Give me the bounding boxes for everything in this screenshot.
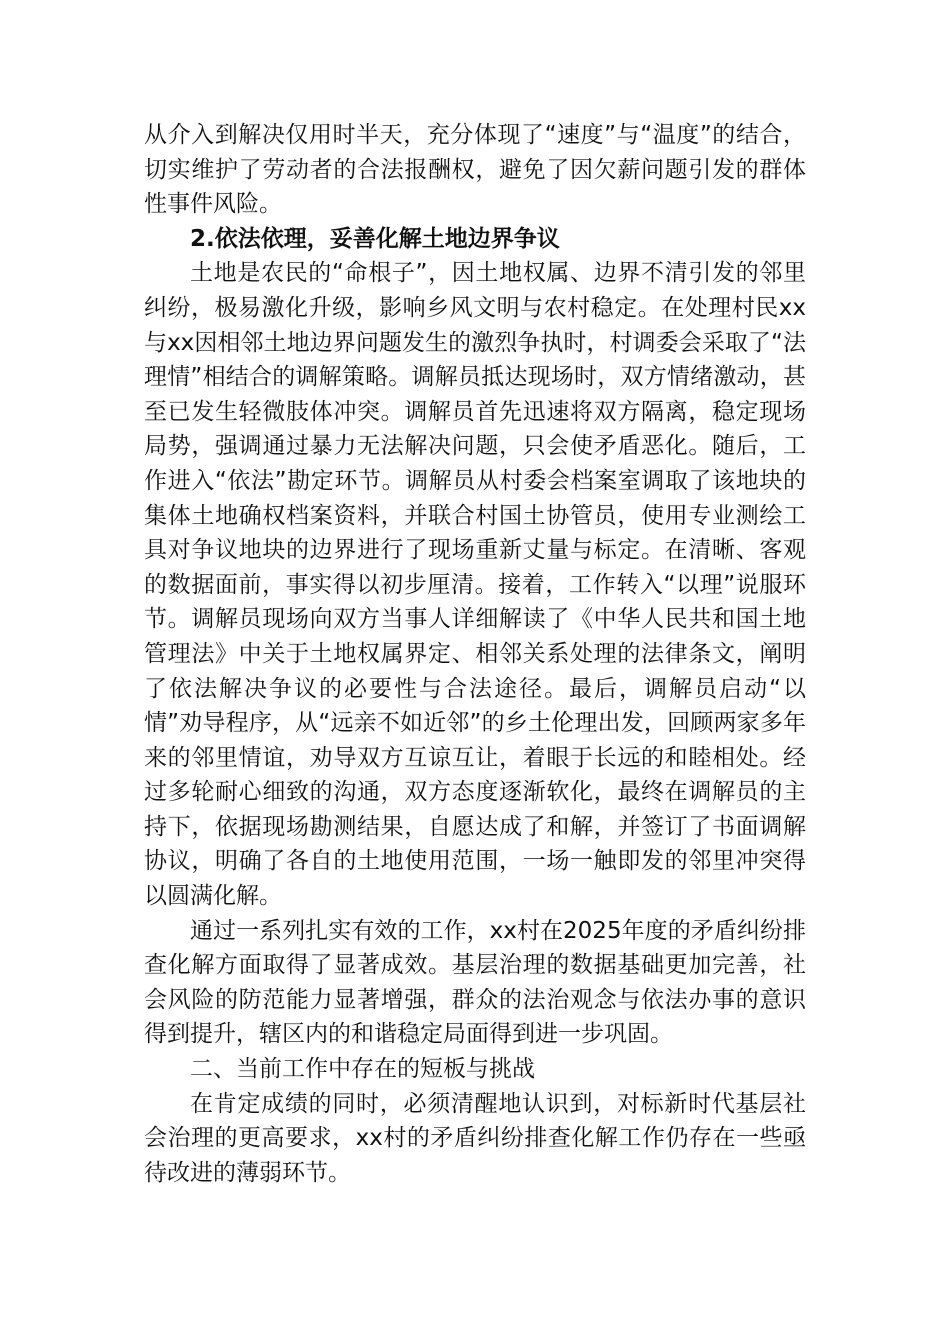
section-heading-land-dispute: 2.依法依理，妥善化解土地边界争议 <box>190 225 560 252</box>
section-heading-shortcomings: 二、当前工作中存在的短板与挑战 <box>190 1056 535 1083</box>
document-page <box>144 118 806 1190</box>
paragraph-continued: 从介入到解决仅用时半天，充分体现了“速度”与“温度”的结合，切实维护了劳动者的合法报酬权，避免了因欠薪问题引发的群体性事件风险。 <box>144 122 806 218</box>
paragraph-land-dispute: 土地是农民的“命根子”，因土地权属、边界不清引发的邻里纠纷，极易激化升级，影响乡风文明与农村稳定。在处理村民xx与xx因相邻土地边界问题发生的激烈争执时，村调委会采取了“法理情”相结合的调解策略。调解员抵达现场时，双方情绪激动，甚至已发生轻微肢体冲突。调解员首先迅速将双方隔离，稳定现场局势，强调通过暴力无法解决问题，只会使矛盾恶化。随后，工作进入“依法”勘定环节。调解员从村委会档案室调取了该地块的集体土地确权档案资料，并联合村国土协管员，使用专业测绘工具对争议地块的边界进行了现场重新丈量与标定。在清晰、客观的数据面前，事实得以初步厘清。接着，工作转入“以理”说服环节。调解员现场向双方当事人详细解读了《中华人民共和国土地管理法》中关于土地权属界定、相邻关系处理的法律条文，阐明了依法解决争议的必要性与合法途径。最后，调解员启动“以情”劝导程序，从“远亲不如近邻”的乡土伦理出发，回顾两家多年来的邻里情谊，劝导双方互谅互让，着眼于长远的和睦相处。经过多轮耐心细致的沟通，双方态度逐渐软化，最终在调解员的主持下，依据现场勘测结果，自愿达成了和解，并签订了书面调解协议，明确了各自的土地使用范围，一场一触即发的邻里冲突得以圆满化解。 <box>144 260 806 910</box>
paragraph-summary: 通过一系列扎实有效的工作，xx村在2025年度的矛盾纠纷排查化解方面取得了显著成效。基层治理的数据基础更加完善，社会风险的防范能力显著增强，群众的法治观念与依法办事的意识得到提升，辖区内的和谐稳定局面得到进一步巩固。 <box>144 917 806 1048</box>
paragraph-shortcomings-intro: 在肯定成绩的同时，必须清醒地认识到，对标新时代基层社会治理的更高要求，xx村的矛盾纠纷排查化解工作仍存在一些亟待改进的薄弱环节。 <box>144 1090 806 1186</box>
